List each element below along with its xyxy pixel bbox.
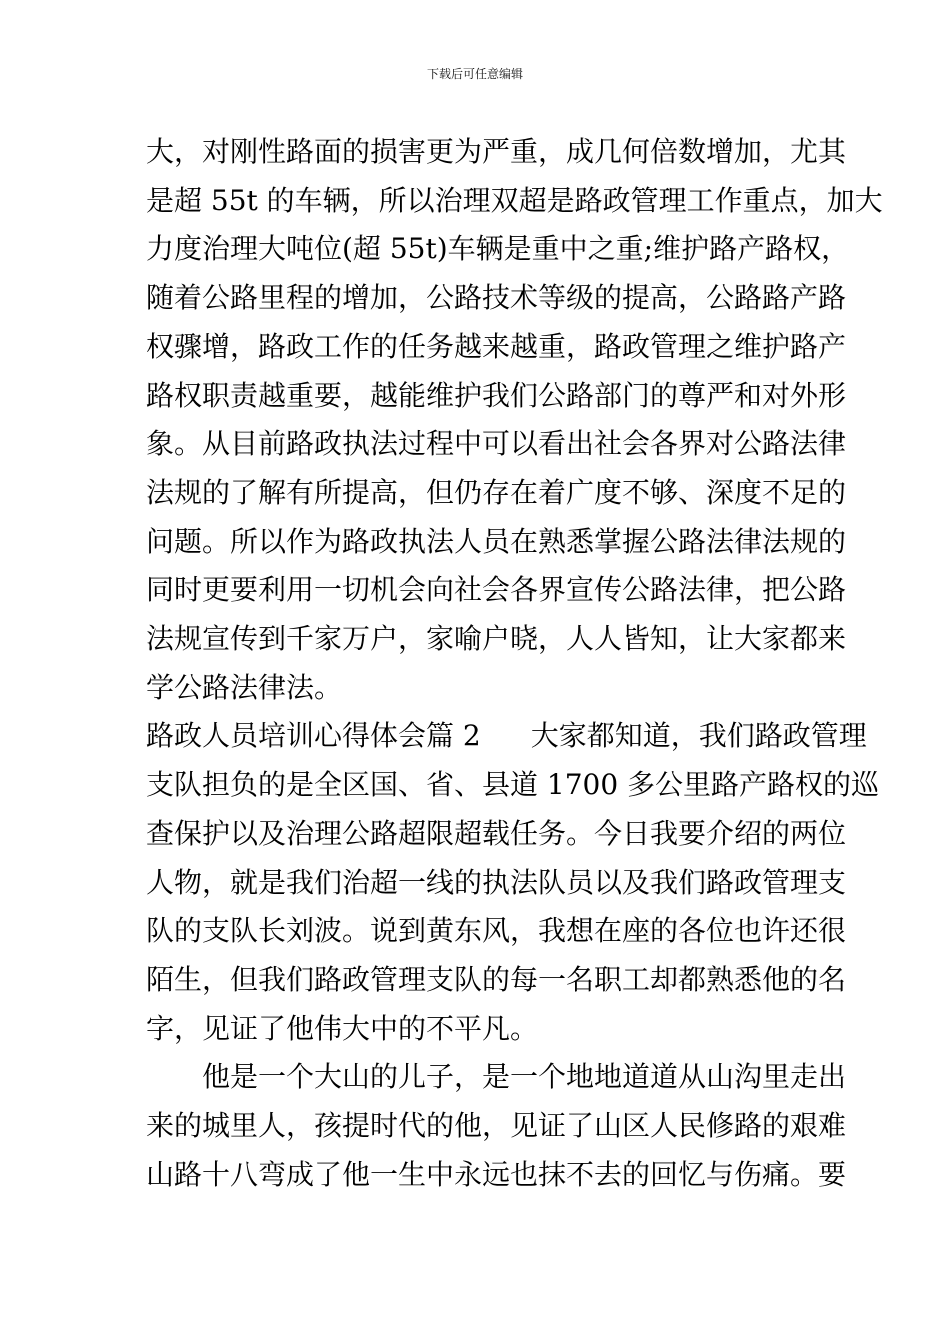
text-line-start: 大家都知道，我们路政管理 [530, 719, 867, 753]
text-line: 同时更要利用一切机会向社会各界宣传公路法律，把公路 [146, 573, 847, 607]
page-header: 下载后可任意编辑 [426, 67, 523, 81]
text-line: 权骤增，路政工作的任务越来越重，路政管理之维护路产 [146, 329, 847, 363]
text-line: 法规宣传到千家万户，家喻户晓，人人皆知，让大家都来 [146, 622, 847, 656]
document-body [146, 128, 883, 1199]
text-line: 队的支队长刘波。说到黄东风，我想在座的各位也许还很 [146, 914, 847, 948]
section-2 [146, 712, 880, 1053]
text-line: 法规的了解有所提高，但仍存在着广度不够、深度不足的 [146, 475, 847, 509]
text-line: 人物，就是我们治超一线的执法队员以及我们路政管理支 [146, 865, 847, 899]
text-line: 查保护以及治理公路超限超载任务。今日我要介绍的两位 [146, 816, 847, 850]
text-line: 大，对刚性路面的损害更为严重，成几何倍数增加，尤其 [146, 135, 847, 168]
text-line: 来的城里人，孩提时代的他，见证了山区人民修路的艰难 [146, 1109, 847, 1143]
text-line: 路权职责越重要，越能维护我们公路部门的尊严和对外形 [146, 378, 847, 412]
text-line: 他是一个大山的儿子，是一个地地道道从山沟里走出 [202, 1060, 847, 1094]
text-line: 是超 55t 的车辆，所以治理双超是路政管理工作重点，加大 [146, 183, 883, 217]
text-line: 支队担负的是全区国、省、县道 1700 多公里路产路权的巡 [146, 768, 880, 802]
text-line: 象。从目前路政执法过程中可以看出社会各界对公路法律 [146, 427, 847, 461]
section-heading-line [146, 712, 867, 761]
text-line: 随着公路里程的增加，公路技术等级的提高，公路路产路 [146, 281, 847, 315]
paragraph-1 [146, 128, 883, 712]
text-line: 字，见证了他伟大中的不平凡。 [146, 1011, 539, 1045]
text-line: 山路十八弯成了他一生中永远也抹不去的回忆与伤痛。要 [146, 1157, 847, 1191]
text-line: 力度治理大吨位(超 55t)车辆是重中之重;维护路产路权， [146, 232, 850, 266]
text-line: 学公路法律法。 [146, 670, 343, 704]
text-line: 陌生，但我们路政管理支队的每一名职工却都熟悉他的名 [146, 962, 847, 996]
section-heading: 路政人员培训心得体会篇 2 [146, 719, 481, 753]
text-line: 问题。所以作为路政执法人员在熟悉掌握公路法律法规的 [146, 524, 847, 558]
paragraph-3 [146, 1053, 847, 1199]
